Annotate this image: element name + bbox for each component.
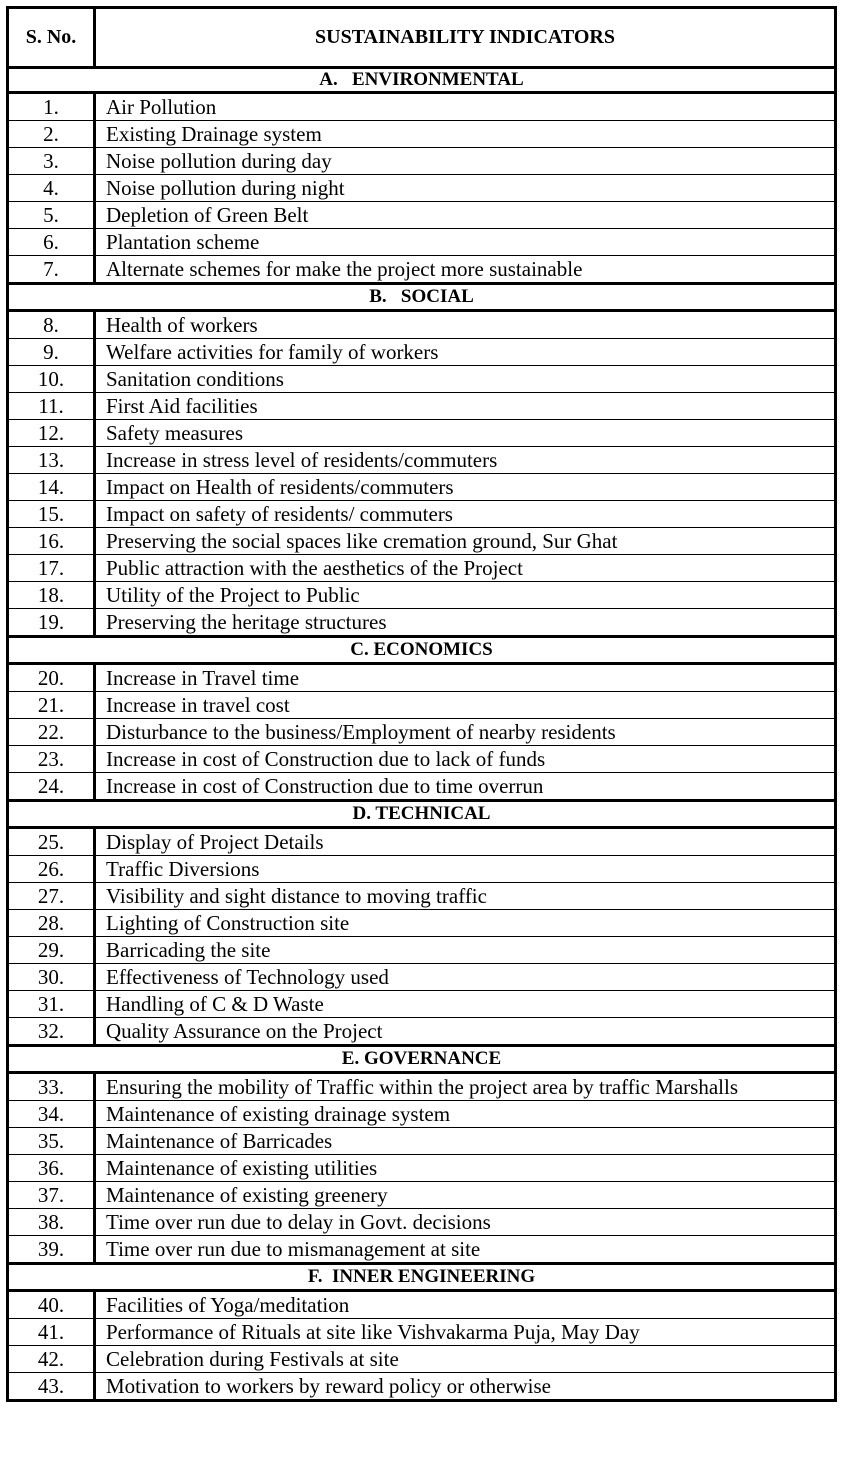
indicator-cell: Maintenance of existing greenery bbox=[95, 1182, 836, 1209]
table-row bbox=[8, 447, 836, 474]
serial-number-cell: 27. bbox=[8, 883, 95, 910]
table-row bbox=[8, 121, 836, 148]
serial-number-cell: 32. bbox=[8, 1018, 95, 1046]
table-row bbox=[8, 501, 836, 528]
table-row bbox=[8, 93, 836, 121]
indicator-cell: First Aid facilities bbox=[95, 393, 836, 420]
table-row bbox=[8, 474, 836, 501]
table-row bbox=[8, 828, 836, 856]
serial-number-cell: 42. bbox=[8, 1346, 95, 1373]
serial-number-cell: 35. bbox=[8, 1128, 95, 1155]
indicator-cell: Celebration during Festivals at site bbox=[95, 1346, 836, 1373]
table-row bbox=[8, 937, 836, 964]
indicator-cell: Motivation to workers by reward policy or otherwise bbox=[95, 1373, 836, 1401]
table-row bbox=[8, 1209, 836, 1236]
indicator-cell: Public attraction with the aesthetics of the Project bbox=[95, 555, 836, 582]
table-row bbox=[8, 528, 836, 555]
table-row bbox=[8, 1018, 836, 1046]
indicator-cell: Increase in cost of Construction due to time overrun bbox=[95, 773, 836, 801]
serial-number-cell: 14. bbox=[8, 474, 95, 501]
serial-number-cell: 33. bbox=[8, 1073, 95, 1101]
indicator-cell: Traffic Diversions bbox=[95, 856, 836, 883]
indicator-cell: Barricading the site bbox=[95, 937, 836, 964]
serial-number-cell: 21. bbox=[8, 692, 95, 719]
table-row bbox=[8, 1373, 836, 1401]
table-row bbox=[8, 366, 836, 393]
indicator-cell: Welfare activities for family of workers bbox=[95, 339, 836, 366]
table-row bbox=[8, 609, 836, 637]
indicator-cell: Maintenance of Barricades bbox=[95, 1128, 836, 1155]
section-title: B. SOCIAL bbox=[8, 284, 836, 311]
serial-number-cell: 37. bbox=[8, 1182, 95, 1209]
table-row bbox=[8, 1319, 836, 1346]
table-row bbox=[8, 856, 836, 883]
section-title: D. TECHNICAL bbox=[8, 801, 836, 828]
indicator-cell: Maintenance of existing utilities bbox=[95, 1155, 836, 1182]
indicator-cell: Sanitation conditions bbox=[95, 366, 836, 393]
indicator-cell: Time over run due to mismanagement at site bbox=[95, 1236, 836, 1264]
section-header-row bbox=[8, 637, 836, 664]
table-body bbox=[8, 68, 836, 1401]
serial-number-cell: 22. bbox=[8, 719, 95, 746]
indicator-column-header: SUSTAINABILITY INDICATORS bbox=[95, 8, 836, 68]
serial-number-cell: 19. bbox=[8, 609, 95, 637]
serial-number-cell: 30. bbox=[8, 964, 95, 991]
serial-number-cell: 10. bbox=[8, 366, 95, 393]
indicator-cell: Effectiveness of Technology used bbox=[95, 964, 836, 991]
table-row bbox=[8, 1346, 836, 1373]
indicator-cell: Preserving the heritage structures bbox=[95, 609, 836, 637]
indicator-cell: Visibility and sight distance to moving traffic bbox=[95, 883, 836, 910]
serial-number-cell: 1. bbox=[8, 93, 95, 121]
serial-number-cell: 23. bbox=[8, 746, 95, 773]
serial-number-cell: 26. bbox=[8, 856, 95, 883]
table-row bbox=[8, 692, 836, 719]
indicator-cell: Ensuring the mobility of Traffic within the project area by traffic Marshalls bbox=[95, 1073, 836, 1101]
table-row bbox=[8, 910, 836, 937]
indicator-cell: Display of Project Details bbox=[95, 828, 836, 856]
indicator-cell: Increase in stress level of residents/commuters bbox=[95, 447, 836, 474]
serial-number-cell: 2. bbox=[8, 121, 95, 148]
table-row bbox=[8, 1182, 836, 1209]
indicator-cell: Quality Assurance on the Project bbox=[95, 1018, 836, 1046]
serial-number-cell: 39. bbox=[8, 1236, 95, 1264]
serial-number-cell: 6. bbox=[8, 229, 95, 256]
serial-number-cell: 3. bbox=[8, 148, 95, 175]
serial-number-cell: 15. bbox=[8, 501, 95, 528]
table-row bbox=[8, 746, 836, 773]
table-row bbox=[8, 555, 836, 582]
serial-number-cell: 4. bbox=[8, 175, 95, 202]
table-row bbox=[8, 1101, 836, 1128]
serial-number-cell: 24. bbox=[8, 773, 95, 801]
indicator-cell: Air Pollution bbox=[95, 93, 836, 121]
indicator-cell: Health of workers bbox=[95, 311, 836, 339]
table-row bbox=[8, 1236, 836, 1264]
table-row bbox=[8, 1155, 836, 1182]
indicator-cell: Performance of Rituals at site like Vishvakarma Puja, May Day bbox=[95, 1319, 836, 1346]
table-row bbox=[8, 202, 836, 229]
sustainability-indicators-table bbox=[6, 6, 837, 1402]
table-row bbox=[8, 229, 836, 256]
serial-number-cell: 36. bbox=[8, 1155, 95, 1182]
serial-number-cell: 11. bbox=[8, 393, 95, 420]
section-header-row bbox=[8, 284, 836, 311]
indicator-cell: Time over run due to delay in Govt. decisions bbox=[95, 1209, 836, 1236]
indicator-cell: Disturbance to the business/Employment of nearby residents bbox=[95, 719, 836, 746]
table-row bbox=[8, 964, 836, 991]
serial-number-cell: 43. bbox=[8, 1373, 95, 1401]
indicator-cell: Facilities of Yoga/meditation bbox=[95, 1291, 836, 1319]
serial-number-cell: 17. bbox=[8, 555, 95, 582]
serial-number-cell: 7. bbox=[8, 256, 95, 284]
serial-number-cell: 9. bbox=[8, 339, 95, 366]
section-header-row bbox=[8, 801, 836, 828]
serial-number-cell: 40. bbox=[8, 1291, 95, 1319]
indicator-cell: Depletion of Green Belt bbox=[95, 202, 836, 229]
table-row bbox=[8, 420, 836, 447]
serial-number-cell: 28. bbox=[8, 910, 95, 937]
serial-number-cell: 5. bbox=[8, 202, 95, 229]
indicator-cell: Handling of C & D Waste bbox=[95, 991, 836, 1018]
indicator-cell: Increase in travel cost bbox=[95, 692, 836, 719]
section-header-row bbox=[8, 1046, 836, 1073]
table-row bbox=[8, 1073, 836, 1101]
indicator-cell: Lighting of Construction site bbox=[95, 910, 836, 937]
serial-number-cell: 34. bbox=[8, 1101, 95, 1128]
serial-number-cell: 41. bbox=[8, 1319, 95, 1346]
table-row bbox=[8, 311, 836, 339]
serial-number-cell: 20. bbox=[8, 664, 95, 692]
serial-number-cell: 8. bbox=[8, 311, 95, 339]
serial-number-cell: 12. bbox=[8, 420, 95, 447]
indicator-cell: Utility of the Project to Public bbox=[95, 582, 836, 609]
indicator-cell: Plantation scheme bbox=[95, 229, 836, 256]
table-row bbox=[8, 339, 836, 366]
table-row bbox=[8, 664, 836, 692]
section-header-row bbox=[8, 1264, 836, 1291]
indicator-cell: Safety measures bbox=[95, 420, 836, 447]
indicator-cell: Impact on safety of residents/ commuters bbox=[95, 501, 836, 528]
indicator-cell: Maintenance of existing drainage system bbox=[95, 1101, 836, 1128]
table-row bbox=[8, 1291, 836, 1319]
table-row bbox=[8, 582, 836, 609]
table-row bbox=[8, 719, 836, 746]
serial-number-cell: 13. bbox=[8, 447, 95, 474]
table-row bbox=[8, 256, 836, 284]
serial-number-cell: 38. bbox=[8, 1209, 95, 1236]
table-row bbox=[8, 773, 836, 801]
indicator-cell: Impact on Health of residents/commuters bbox=[95, 474, 836, 501]
section-title: C. ECONOMICS bbox=[8, 637, 836, 664]
serial-number-cell: 18. bbox=[8, 582, 95, 609]
serial-number-cell: 29. bbox=[8, 937, 95, 964]
table-row bbox=[8, 883, 836, 910]
table-row bbox=[8, 1128, 836, 1155]
indicator-cell: Alternate schemes for make the project more sustainable bbox=[95, 256, 836, 284]
table-row bbox=[8, 991, 836, 1018]
section-title: E. GOVERNANCE bbox=[8, 1046, 836, 1073]
table-header-row bbox=[8, 8, 836, 68]
table-row bbox=[8, 148, 836, 175]
indicator-cell: Noise pollution during night bbox=[95, 175, 836, 202]
indicator-cell: Increase in cost of Construction due to lack of funds bbox=[95, 746, 836, 773]
section-title: F. INNER ENGINEERING bbox=[8, 1264, 836, 1291]
table-row bbox=[8, 175, 836, 202]
indicator-cell: Preserving the social spaces like cremation ground, Sur Ghat bbox=[95, 528, 836, 555]
sno-column-header: S. No. bbox=[8, 8, 95, 68]
serial-number-cell: 25. bbox=[8, 828, 95, 856]
section-title: A. ENVIRONMENTAL bbox=[8, 68, 836, 93]
indicator-cell: Noise pollution during day bbox=[95, 148, 836, 175]
section-header-row bbox=[8, 68, 836, 93]
serial-number-cell: 16. bbox=[8, 528, 95, 555]
indicator-cell: Existing Drainage system bbox=[95, 121, 836, 148]
table-row bbox=[8, 393, 836, 420]
indicator-cell: Increase in Travel time bbox=[95, 664, 836, 692]
serial-number-cell: 31. bbox=[8, 991, 95, 1018]
